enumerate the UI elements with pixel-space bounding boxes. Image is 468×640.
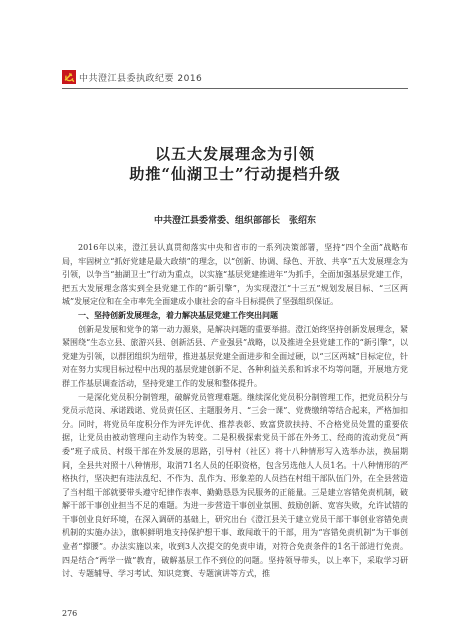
- header-rule: [62, 88, 408, 89]
- body-paragraph: 创新是发展和党争的第一动力源泉，是解决问题的重要举措。澄江始终坚持创新发展理念，紧紧围绕“生态立县、旅游兴县、创新活县、产业强县”战略，以及推进全县党建工作的“新引擎”，以党建为引领，以群团组织为纽带，推进基层党建全面进步和全面过硬，以“三区两城”目标定位，针对在努力实现目标过程中出现的基层党建创新不足、各种利益关系和诉求不均等问题，开展地方党群工作基层调查活动，坚持党建工作的发展和整体提升。: [62, 324, 408, 388]
- running-title: 中共澄江县委执政纪要 2016: [79, 73, 203, 84]
- article-body: [62, 241, 408, 581]
- party-emblem-icon: [62, 70, 76, 84]
- section-heading: 一、坚持创新发展理念，着力解决基层党建工作突出问题: [78, 310, 278, 320]
- article-title-line-2: 助推“仙湖卫士”行动提档升级: [129, 165, 341, 183]
- article-title-line-1: 以五大发展理念为引领: [154, 145, 315, 163]
- running-header: [62, 67, 408, 87]
- article-author: 中共澄江县委常委、组织部部长 张绍东: [153, 216, 316, 226]
- intro-paragraph: 2016年以来，澄江县认真贯彻落实中央和省市的一系列决策部署，坚持“四个全面”战略布局，牢固树立“抓好党建是最大政绩”的理念，以“创新、协调、绿色、开放、共享”五大发展理念为引领，以争当“抽湖卫士”行动为重点，以实施“基层党建推进年”为抓手，全面加强基层党建工作，把五大发展理念落实到全县党建工作的“新引擎”，为实现澄江“十三五”规划发展目标、“三区两城”发展定位和在全市率先全面建成小康社会的奋斗目标提供了坚强组织保证。: [62, 243, 408, 307]
- page-number: 276: [62, 609, 78, 618]
- body-paragraph: 一是深化党员积分制管理，破解党员管理难题。继续深化党员积分制管理工作，把党员积分与党员示范岗、承诺践诺、党员责任区、主题服务月、“三会一课”、党费缴纳等结合起来，严格加扣分。同时，将党员年度积分作为评先评优、推荐表彰、致富贷款扶持、不合格党员处置的重要依据，让党员由被动管理向主动作为转变。二是积极探索党员干部在外务工、经商的流动党员“两委”班子成员、村级干部在外发展的思路，引导村（社区）将十八种情形写入选举办法，换届期间，全县共对照十八种情形，取消71名人员的任职资格，包含另选他人人员1名。十八种情形的严格执行，坚决把有违法乱纪、不作为、乱作为、形象差的人员挡在村组干部队伍门外，在全县营造了当村组干部就要带头遵守纪律作表率、勤勤恳恳为民服务的正能量。三是建立容错免责机制，破解干部干事创业担当不足的难题。为进一步营造干事创业氛围、鼓励创新、宽容失败，允许试错的干事创业良好环境，在深入调研的基础上，研究出台《澄江县关于建立党员干部干事创业容错免责机制的实施办法》，旗帜鲜明地支持保护想干事、敢闯敢干的干部，用为“容错免责机制”为干事创业者“撑腰”。办法实施以来，收到3人次提交的免责申请，对符合免责条件的1名干部进行免责。四是结合“两学一做”教育，破解基层工作不到位的问题。坚持领导带头，以上率下，采取学习研讨、专题辅导、学习考试、知识竞赛、专题演讲等方式，推: [62, 392, 408, 579]
